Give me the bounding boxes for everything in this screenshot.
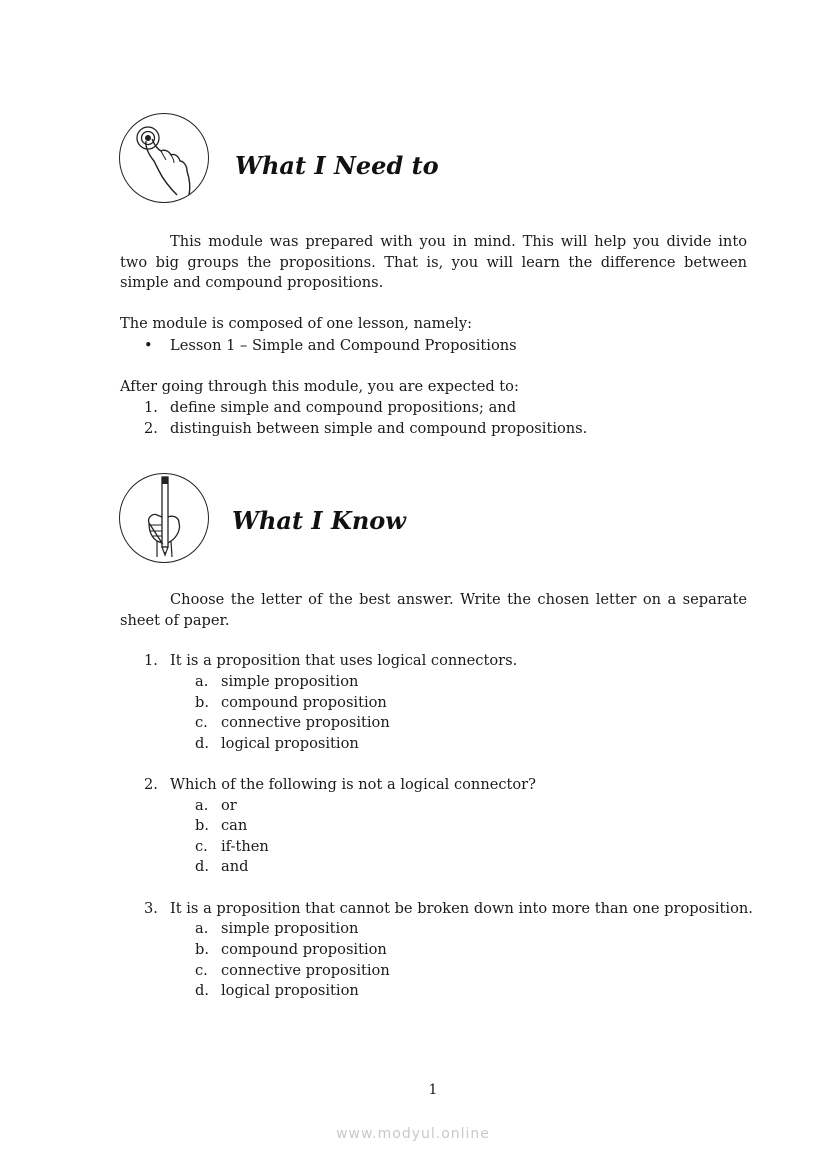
question-number: 1.: [144, 652, 158, 669]
choice-item: [195, 940, 387, 961]
objective-item: [144, 398, 516, 419]
choice-letter: c.: [195, 714, 208, 731]
choice-item: [195, 693, 387, 714]
choice-item: [195, 981, 359, 1002]
choice-letter: c.: [195, 962, 208, 979]
choice-letter: d.: [195, 858, 209, 875]
objective-number: 2.: [144, 420, 158, 437]
choice-item: [195, 857, 248, 878]
choice-text: or: [221, 797, 237, 814]
choice-text: simple proposition: [221, 920, 359, 937]
question-item: [144, 899, 753, 920]
choice-text: and: [221, 858, 249, 875]
choice-item: [195, 796, 237, 817]
choice-item: [195, 734, 359, 755]
page-number: 1: [428, 1082, 438, 1098]
module-intro-paragraph: This module was prepared with you in mind. This will help you divide into two big groups the propositions. That is, you will learn the difference between simple and compound propositions.: [120, 233, 747, 292]
question-item: [144, 775, 536, 796]
question-text: It is a proposition that cannot be broken down into more than one proposition.: [170, 900, 753, 917]
lesson-label: Lesson 1 – Simple and Compound Propositions: [170, 337, 517, 354]
choice-letter: a.: [195, 920, 209, 937]
hand-pencil-icon: [119, 473, 209, 563]
watermark: www.modyul.online: [336, 1126, 490, 1142]
question-text: It is a proposition that uses logical connectors.: [170, 652, 518, 669]
choice-letter: b.: [195, 694, 209, 711]
choice-item: [195, 919, 358, 940]
choice-text: can: [221, 817, 248, 834]
choice-text: compound proposition: [221, 941, 387, 958]
choice-text: simple proposition: [221, 673, 359, 690]
choice-letter: a.: [195, 797, 209, 814]
question-text: Which of the following is not a logical connector?: [170, 776, 536, 793]
choice-text: if-then: [221, 838, 269, 855]
quiz-instructions-paragraph: Choose the letter of the best answer. Write the chosen letter on a separate sheet of paper.: [120, 591, 747, 629]
choice-item: [195, 713, 390, 734]
objective-item: [144, 419, 587, 440]
choice-letter: d.: [195, 982, 209, 999]
objective-number: 1.: [144, 399, 158, 416]
choice-item: [195, 961, 390, 982]
objective-text: define simple and compound propositions; and: [170, 399, 517, 416]
section-title-what-i-know: What I Know: [232, 506, 406, 535]
choice-letter: b.: [195, 817, 209, 834]
choice-item: [195, 816, 247, 837]
choice-item: [195, 672, 358, 693]
choice-text: connective proposition: [221, 962, 390, 979]
choice-letter: d.: [195, 735, 209, 752]
expectations-text: After going through this module, you are expected to:: [120, 378, 519, 395]
module-composition-text: The module is composed of one lesson, namely:: [120, 315, 472, 332]
question-item: [144, 651, 517, 672]
question-number: 2.: [144, 776, 158, 793]
lesson-list-item: [144, 336, 517, 357]
section-title-what-i-need-to: What I Need to: [235, 151, 439, 180]
tap-finger-icon: [119, 113, 209, 203]
choice-letter: b.: [195, 941, 209, 958]
choice-text: compound proposition: [221, 694, 387, 711]
objective-text: distinguish between simple and compound propositions.: [170, 420, 588, 437]
question-number: 3.: [144, 900, 158, 917]
choice-item: [195, 837, 269, 858]
choice-text: logical proposition: [221, 735, 359, 752]
choice-text: connective proposition: [221, 714, 390, 731]
choice-letter: a.: [195, 673, 209, 690]
choice-letter: c.: [195, 838, 208, 855]
bullet-icon: •: [144, 337, 153, 354]
choice-text: logical proposition: [221, 982, 359, 999]
